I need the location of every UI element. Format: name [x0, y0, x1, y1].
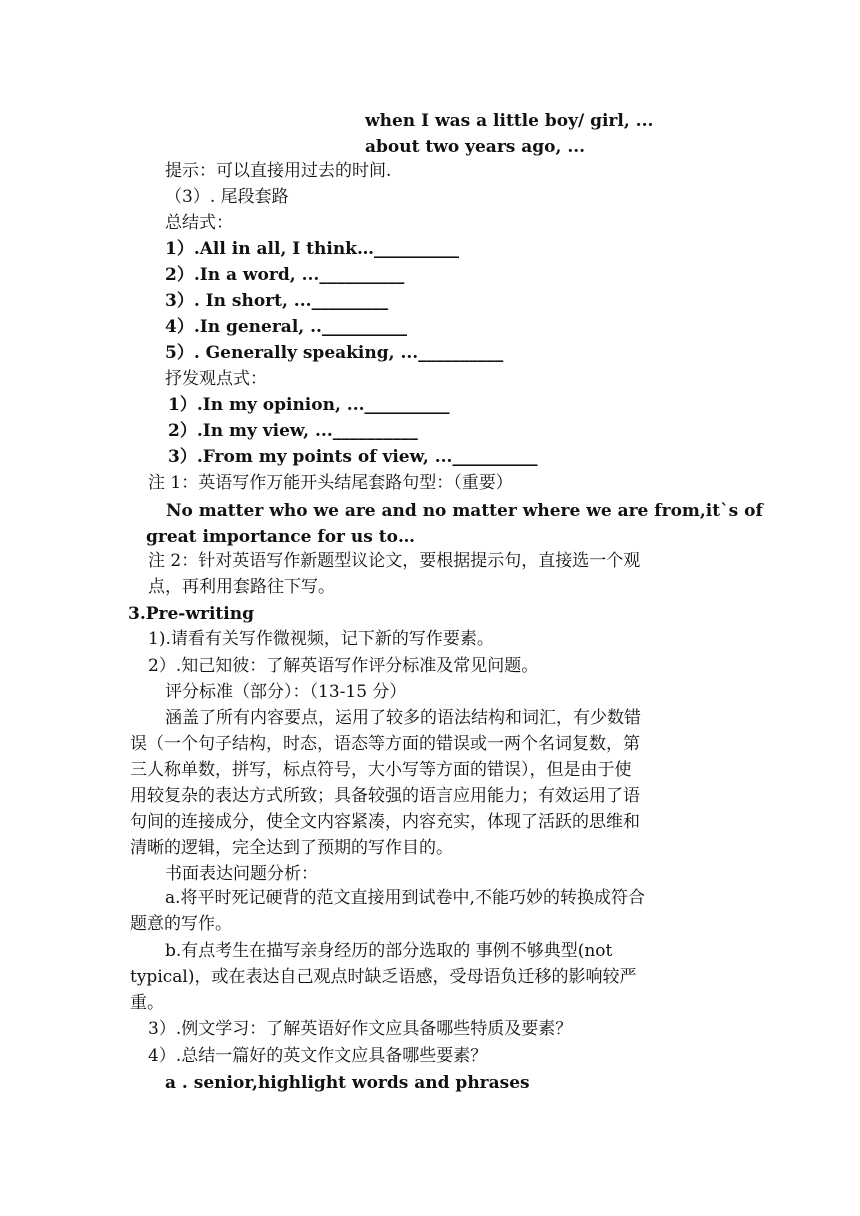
- list-item: 2）.In a word, ...__________: [165, 265, 405, 285]
- text-line: when I was a little boy/ girl, ...: [365, 111, 654, 131]
- paragraph-line: 涵盖了所有内容要点，运用了较多的语法结构和词汇，有少数错: [165, 708, 641, 728]
- list-item: 5）. Generally speaking, ...__________: [165, 343, 504, 363]
- list-item: 1）.All in all, I think…__________: [165, 239, 459, 259]
- list-item: 4）.In general, ..__________: [165, 317, 407, 337]
- subheading: 总结式：: [165, 213, 233, 233]
- note-line: 点，再利用套路往下写。: [148, 577, 335, 597]
- hint-line: 提示：可以直接用过去的时间.: [165, 161, 392, 181]
- list-item: 1）.In my opinion, ...__________: [168, 395, 450, 415]
- section-heading: 3.Pre-writing: [128, 604, 254, 624]
- paragraph-line: 重。: [130, 993, 164, 1013]
- paragraph-line: 题意的写作。: [130, 914, 232, 934]
- subheading: 评分标准（部分）：（13-15 分）: [165, 682, 407, 702]
- paragraph-line: a.将平时死记硬背的范文直接用到试卷中,不能巧妙的转换成符合: [165, 888, 645, 908]
- paragraph-line: 清晰的逻辑，完全达到了预期的写作目的。: [130, 838, 453, 858]
- text-line: 1).请看有关写作微视频，记下新的写作要素。: [148, 629, 494, 649]
- text-line: 4）.总结一篇好的英文作文应具备哪些要素？: [148, 1046, 488, 1066]
- text-line: 3）.例文学习：了解英语好作文应具备哪些特质及要素？: [148, 1019, 573, 1039]
- text-line: 2）.知己知彼：了解英语写作评分标准及常见问题。: [148, 656, 539, 676]
- paragraph-line: b.有点考生在描写亲身经历的部分选取的 事例不够典型(not: [165, 941, 613, 961]
- paragraph-line: 三人称单数，拼写，标点符号，大小写等方面的错误），但是由于使: [130, 760, 632, 780]
- list-item: 3）.From my points of view, ...__________: [168, 447, 538, 467]
- subheading: 书面表达问题分析：: [165, 864, 318, 884]
- paragraph-line: 用较复杂的表达方式所致；具备较强的语言应用能力；有效运用了语: [130, 786, 640, 806]
- subheading: 抒发观点式：: [165, 369, 267, 389]
- text-line: a . senior,highlight words and phrases: [165, 1073, 530, 1093]
- paragraph-line: 误（一个句子结构，时态，语态等方面的错误或一两个名词复数，第: [130, 734, 640, 754]
- section-heading: （3）. 尾段套路: [165, 187, 289, 207]
- note-line: 注 1：英语写作万能开头结尾套路句型：（重要）: [148, 473, 513, 493]
- paragraph-line: typical)，或在表达自己观点时缺乏语感，受母语负迁移的影响较严: [130, 967, 637, 987]
- note-line: 注 2：针对英语写作新题型议论文，要根据提示句，直接选一个观: [148, 551, 641, 571]
- text-line: No matter who we are and no matter where we are from,it`s of: [166, 501, 763, 521]
- text-line: about two years ago, ...: [365, 137, 586, 157]
- list-item: 3）. In short, ..._________: [165, 291, 389, 311]
- text-line: great importance for us to…: [146, 527, 415, 547]
- list-item: 2）.In my view, ...__________: [168, 421, 418, 441]
- paragraph-line: 句间的连接成分，使全文内容紧凑，内容充实，体现了活跃的思维和: [130, 812, 640, 832]
